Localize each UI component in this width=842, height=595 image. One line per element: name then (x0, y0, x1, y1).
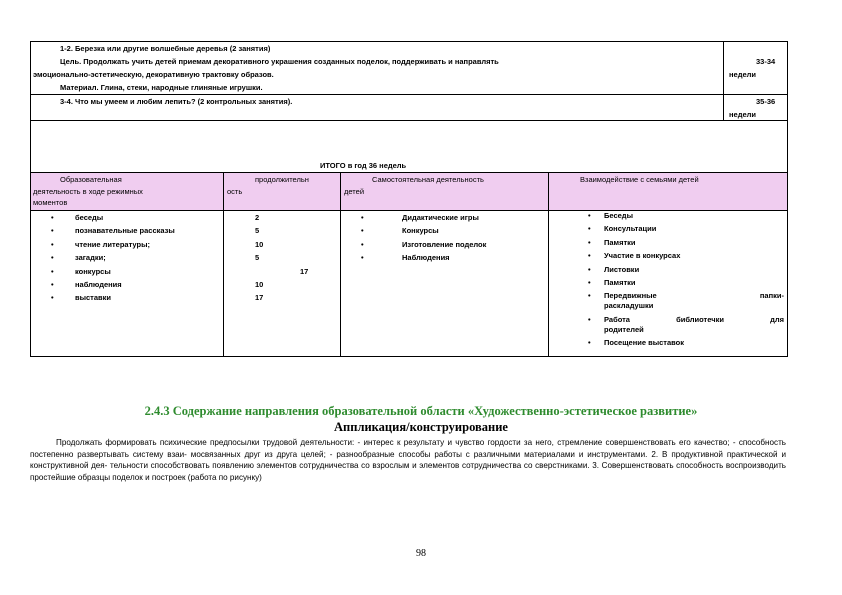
header-col3-line1: Самостоятельная деятельность (372, 175, 484, 184)
family-item-part: • Передвижные (604, 291, 657, 301)
list-item (580, 291, 784, 311)
lesson-title: 3-4. Что мы умеем и любим лепить? (2 контрольных занятия). (60, 97, 293, 106)
weeks-unit: недели (729, 110, 757, 119)
header-col1-line1: Образовательная (60, 175, 122, 184)
list-item: • Посещение выставок (580, 338, 784, 348)
list-item: • Памятки (580, 238, 784, 248)
row-divider (30, 120, 788, 121)
family-item-part: родителей (604, 324, 644, 334)
duration-value: 2 (255, 213, 260, 222)
family-item-part: • Работа (604, 314, 630, 324)
list-item: • Конкурсы (341, 224, 486, 237)
list-item: • Беседы (580, 211, 784, 221)
duration-value: 17 (255, 293, 264, 303)
list-item: • Памятки (580, 278, 784, 288)
lesson-material: Материал. Глина, стеки, народные глиняные игрушки. (60, 83, 263, 92)
list-item: • Участие в конкурсах (580, 251, 784, 261)
duration-value: 5 (255, 253, 260, 263)
header-col4: Взаимодействие с семьями детей (580, 175, 699, 184)
section-subheading: Аппликация/конструирование (334, 420, 508, 434)
list-item: • Консультации (580, 224, 784, 234)
total-label: ИТОГО в год 36 недель (320, 161, 407, 170)
duration-value: 10 (255, 280, 264, 290)
list-item: • Дидактические игры (341, 211, 486, 224)
header-col2-line2: ость (227, 187, 243, 196)
header-col1-line2: деятельность в ходе режимных (33, 187, 143, 196)
list-item: • конкурсы (31, 265, 175, 278)
family-item-part: папки- (759, 291, 784, 301)
family-item-part: для (770, 314, 784, 324)
row-divider (30, 94, 788, 95)
header-col1-line3: моментов (33, 198, 68, 207)
page-number: 98 (416, 548, 426, 559)
duration-value: 10 (255, 239, 264, 249)
durations-list (255, 211, 308, 305)
section-heading: 2.4.3 Содержание направления образовательной области «Художественно-эстетическое развитие» (144, 404, 698, 418)
list-item (580, 315, 784, 335)
duration-value: 17 (300, 266, 309, 276)
lesson-title: 1-2. Березка или другие волшебные деревья (2 занятия) (60, 44, 271, 53)
section-paragraph: Продолжать формировать психические предпосылки трудовой деятельности: - интерес к результату и чувство гордости за него, стремление совершенствовать его качество; - способность постепенно развертывать систему взаи- мосвязанных друг из друга целей; - разнообразные способы работы с различными материалами и инструментами. 2. В продуктивной практической и конструктивной дея- тельности способствовать появлению элементов сотрудничества со взрослым и элементов сотрудничества со сверстниками. 3. Совершенствовать способность воспроизводить простейшие образцы поделок и построек (работа по рисунку) (30, 438, 786, 482)
weeks-number: 35-36 (756, 97, 776, 106)
activities-list (31, 211, 175, 305)
list-item: • Изготовление поделок (341, 238, 486, 251)
list-item: • чтение литературы; (31, 238, 175, 251)
header-col2-line1: продолжительн (255, 175, 309, 184)
col-divider (548, 172, 549, 357)
list-item: • Листовки (580, 265, 784, 275)
lesson-goal: Цель. Продолжать учить детей приемам декоративного украшения созданных поделок, поддерживать и направлять (60, 57, 499, 66)
header-col3-line2: детей (344, 187, 365, 196)
weeks-unit: недели (729, 70, 757, 79)
family-item-part: раскладушки (604, 301, 654, 311)
duration-value: 5 (255, 226, 260, 236)
col-divider (723, 41, 724, 121)
list-item: • наблюдения (31, 278, 175, 291)
list-item: • познавательные рассказы (31, 224, 175, 237)
row-divider (30, 172, 788, 173)
list-item: • выставки (31, 291, 175, 304)
family-interaction-list (580, 211, 784, 352)
col-divider (223, 172, 224, 357)
family-item-part: библиотечки (676, 314, 724, 324)
list-item: • загадки; (31, 251, 175, 264)
weeks-number: 33-34 (756, 57, 776, 66)
list-item: • Наблюдения (341, 251, 486, 264)
list-item: • беседы (31, 211, 175, 224)
lesson-goal-cont: эмоционально-эстетическую, декоративную трактовку образов. (33, 70, 274, 79)
independent-activities-list (341, 211, 486, 265)
